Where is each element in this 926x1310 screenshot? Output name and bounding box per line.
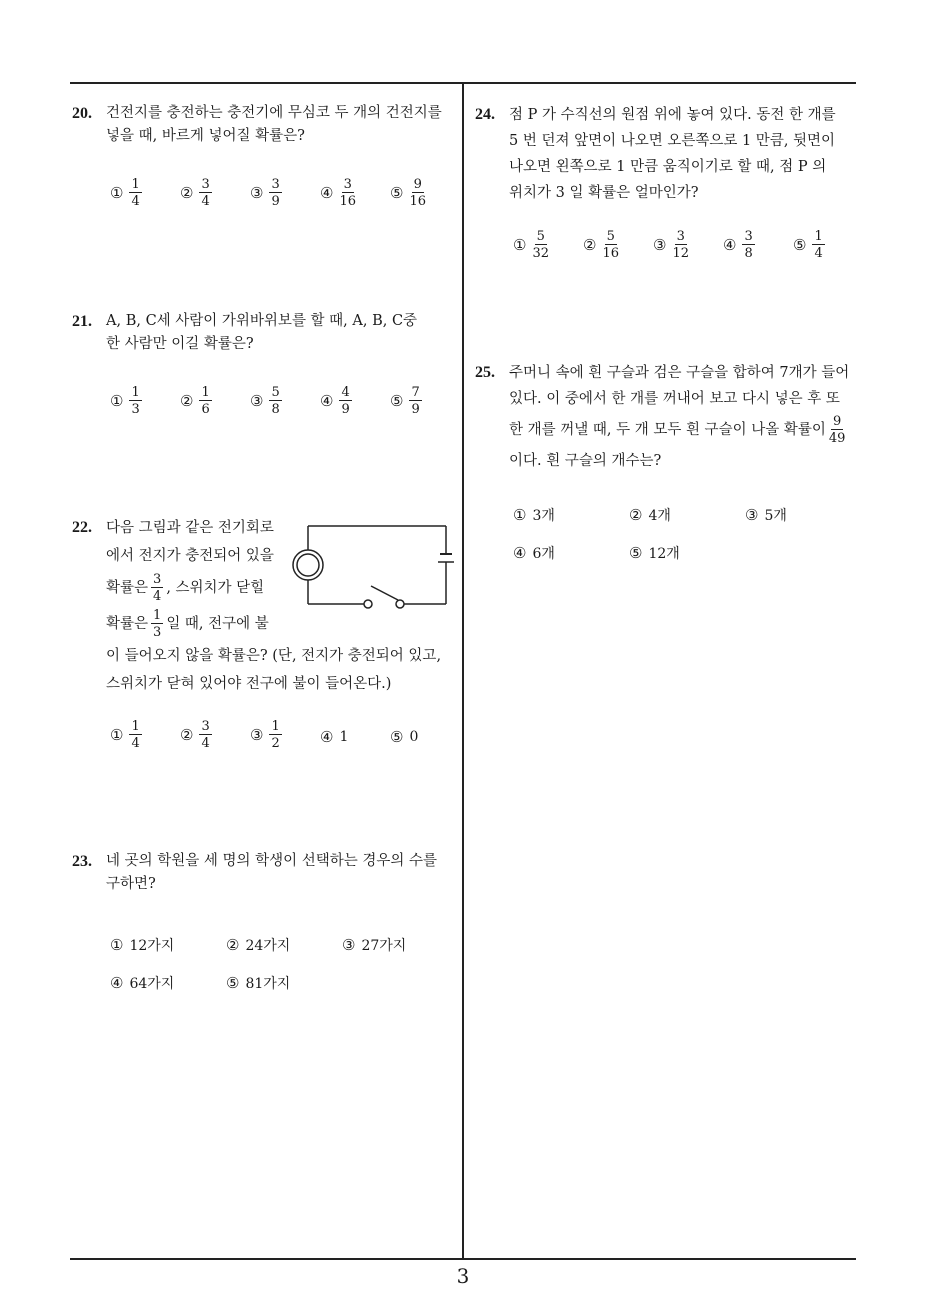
choice-5[interactable]: ⑤ 12개 <box>629 544 680 562</box>
choice-3[interactable]: ③ $\frac{3}{12}$ <box>653 229 689 261</box>
fraction: $\frac{5}{8}$ <box>271 385 280 417</box>
choice-5[interactable]: ⑤ $\frac{9}{16}$ <box>390 177 426 209</box>
fraction: $\frac{3}{8}$ <box>744 229 753 261</box>
question-text: 다음 그림과 같은 전기회로 에서 전지가 충전되어 있을 확률은 $\frac{3}{4}$ , 스위치가 닫힐 확률은 $\frac{1}{3}$ 일 때, 전구에 불 <box>106 520 274 640</box>
choice-2[interactable]: ② $\frac{5}{16}$ <box>583 229 619 261</box>
question-24 <box>475 102 870 206</box>
choice-4[interactable]: ④ 1 <box>320 728 349 746</box>
question-number: 21. <box>72 313 92 330</box>
fraction: $\frac{1}{3}$ <box>153 608 162 640</box>
fraction: $\frac{9}{16}$ <box>409 177 426 209</box>
fraction: $\frac{1}{4}$ <box>131 177 140 209</box>
choice-2[interactable]: ② $\frac{3}{4}$ <box>180 177 210 209</box>
question-number: 25. <box>475 364 495 381</box>
choice-3[interactable]: ③ $\frac{1}{2}$ <box>250 719 280 751</box>
page-number: 3 <box>456 1264 470 1288</box>
choice-2[interactable]: ② 24가지 <box>226 936 291 954</box>
question-21 <box>72 310 457 356</box>
fraction: $\frac{1}{4}$ <box>814 229 823 261</box>
choice-1[interactable]: ① 3개 <box>513 506 555 524</box>
choice-2[interactable]: ② $\frac{3}{4}$ <box>180 719 210 751</box>
question-text: 건전지를 충전하는 충전기에 무심코 두 개의 건전지를 넣을 때, 바르게 넣어질 확률은? <box>106 105 442 144</box>
choice-5[interactable]: ⑤ 81가지 <box>226 974 291 992</box>
fraction: $\frac{1}{3}$ <box>131 385 140 417</box>
choice-1[interactable]: ① $\frac{1}{4}$ <box>110 177 140 209</box>
column-divider <box>462 82 464 1260</box>
choice-1[interactable]: ① $\frac{1}{4}$ <box>110 719 140 751</box>
choice-5[interactable]: ⑤ $\frac{7}{9}$ <box>390 385 420 417</box>
fraction: $\frac{7}{9}$ <box>411 385 420 417</box>
choice-3[interactable]: ③ $\frac{5}{8}$ <box>250 385 280 417</box>
choice-1[interactable]: ① $\frac{5}{32}$ <box>513 229 549 261</box>
fraction: $\frac{1}{6}$ <box>201 385 210 417</box>
choice-4[interactable]: ④ 6개 <box>513 544 555 562</box>
question-number: 22. <box>72 519 92 536</box>
choice-4[interactable]: ④ $\frac{3}{8}$ <box>723 229 753 261</box>
choice-3[interactable]: ③ 27가지 <box>342 936 407 954</box>
question-number: 23. <box>72 853 92 870</box>
choice-3[interactable]: ③ 5개 <box>745 506 787 524</box>
question-20 <box>72 102 457 148</box>
choice-2[interactable]: ② $\frac{1}{6}$ <box>180 385 210 417</box>
question-number: 24. <box>475 106 495 123</box>
switch-icon <box>364 600 372 608</box>
circuit-diagram <box>290 520 460 610</box>
fraction: $\frac{5}{16}$ <box>602 229 619 261</box>
choice-1[interactable]: ① 12가지 <box>110 936 175 954</box>
question-text: 점 P 가 수직선의 원점 위에 놓여 있다. 동전 한 개를 5 번 던져 앞면이 나오면 오른쪽으로 1 만큼, 뒷면이 나오면 왼쪽으로 1 만큼 움직이기로 할 때, 점 P 의 위치가 3 일 확률은 얼마인가? <box>509 107 836 201</box>
question-25 <box>475 360 870 474</box>
choice-4[interactable]: ④ 64가지 <box>110 974 175 992</box>
choice-3[interactable]: ③ $\frac{3}{9}$ <box>250 177 280 209</box>
choice-5[interactable]: ⑤ $\frac{1}{4}$ <box>793 229 823 261</box>
choice-1[interactable]: ① $\frac{1}{3}$ <box>110 385 140 417</box>
choice-5[interactable]: ⑤ 0 <box>390 728 419 746</box>
fraction: $\frac{3}{12}$ <box>672 229 689 261</box>
fraction: $\frac{1}{4}$ <box>131 719 140 751</box>
question-23 <box>72 850 462 896</box>
fraction: $\frac{3}{16}$ <box>339 177 356 209</box>
fraction: $\frac{1}{2}$ <box>271 719 280 751</box>
fraction: $\frac{9}{49}$ <box>828 414 846 446</box>
choice-4[interactable]: ④ $\frac{3}{16}$ <box>320 177 356 209</box>
question-22: 22. 다음 그림과 같은 전기회로 에서 전지가 충전되어 있을 확률은 $\frac{3}{4}$ , 스위치가 닫힐 확률은 $\frac{1}{3}$ 일 때, 전구에 불 이 들어오지 않을 확률은? (단, 전지가 충전되어 있고, 스위치가 닫혀 있어야 전구에 불이 들어온다.) <box>72 514 462 698</box>
choice-4[interactable]: ④ $\frac{4}{9}$ <box>320 385 350 417</box>
question-text: 주머니 속에 흰 구슬과 검은 구슬을 합하여 7개가 들어 있다. 이 중에서 한 개를 꺼내어 보고 다시 넣은 후 또 한 개를 꺼낼 때, 두 개 모두 흰 구슬이 나올 확률이 $\frac{9}{49}$ 이다. 흰 구슬의 개수는? <box>509 365 850 469</box>
fraction: $\frac{5}{32}$ <box>532 229 549 261</box>
question-text: A, B, C세 사람이 가위바위보를 할 때, A, B, C중 한 사람만 이길 확률은? <box>106 313 418 352</box>
fraction: $\frac{3}{4}$ <box>201 719 210 751</box>
fraction: $\frac{4}{9}$ <box>341 385 350 417</box>
question-text: 네 곳의 학원을 세 명의 학생이 선택하는 경우의 수를 구하면? <box>106 853 438 892</box>
fraction: $\frac{3}{4}$ <box>153 572 162 604</box>
question-number: 20. <box>72 105 92 122</box>
fraction: $\frac{3}{4}$ <box>201 177 210 209</box>
choice-2[interactable]: ② 4개 <box>629 506 671 524</box>
fraction: $\frac{3}{9}$ <box>271 177 280 209</box>
bottom-rule <box>70 1258 856 1260</box>
